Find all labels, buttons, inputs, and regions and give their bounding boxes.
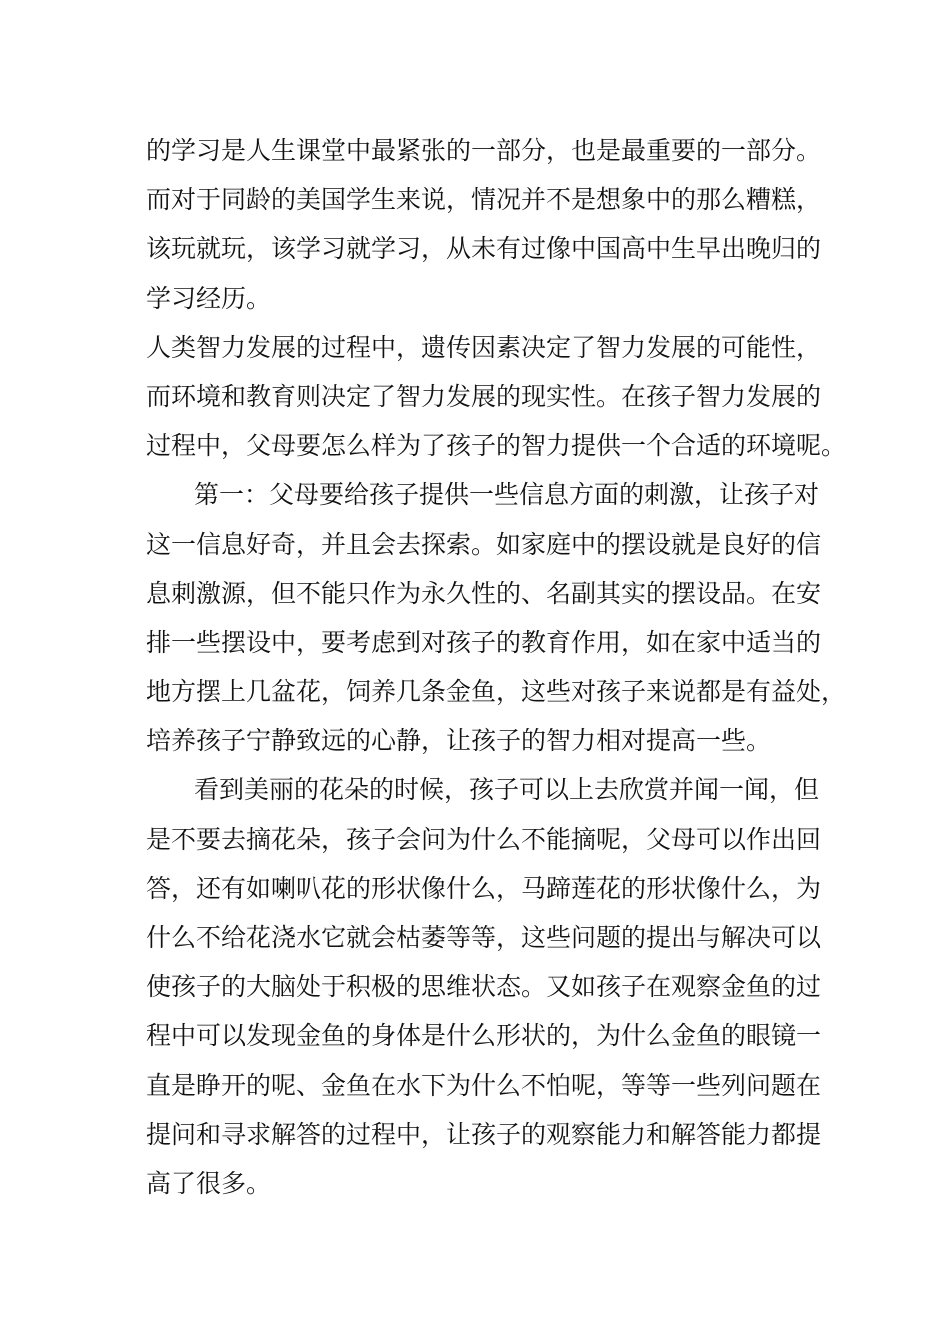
text-line: 学习经历。 — [146, 283, 272, 313]
text-line: 这一信息好奇，并且会去探索。如家庭中的摆设就是良好的信 — [146, 529, 822, 559]
text-line: 培养孩子宁静致远的心静，让孩子的智力相对提高一些。 — [146, 726, 772, 756]
text-line: 什么不给花浇水它就会枯萎等等，这些问题的提出与解决可以 — [146, 923, 822, 952]
text-line: 地方摆上几盆花，饲养几条金鱼，这些对孩子来说都是有益处， — [146, 677, 847, 707]
text-line: 提问和寻求解答的过程中，让孩子的观察能力和解答能力都提 — [146, 1119, 822, 1149]
text-line: 排一些摆设中，要考虑到对孩子的教育作用，如在家中适当的 — [146, 627, 822, 657]
text-line: 人类智力发展的过程中，遗传因素决定了智力发展的可能性， — [146, 332, 822, 362]
text-line: 的学习是人生课堂中最紧张的一部分，也是最重要的一部分。 — [146, 136, 822, 165]
text-line: 答，还有如喇叭花的形状像什么，马蹄莲花的形状像什么，为 — [146, 873, 822, 903]
text-line: 是不要去摘花朵，孩子会问为什么不能摘呢，父母可以作出回 — [146, 824, 822, 854]
text-line: 该玩就玩，该学习就学习，从未有过像中国高中生早出晚归的 — [146, 234, 822, 264]
text-line: 直是睁开的呢、金鱼在水下为什么不怕呢，等等一些列问题在 — [146, 1070, 822, 1100]
text-line: 过程中，父母要怎么样为了孩子的智力提供一个合适的环境呢。 — [146, 431, 847, 461]
text-line: 第一：父母要给孩子提供一些信息方面的刺激，让孩子对 — [194, 480, 820, 510]
body-text — [146, 126, 847, 1208]
text-line: 使孩子的大脑处于积极的思维状态。又如孩子在观察金鱼的过 — [146, 972, 822, 1002]
text-line: 高了很多。 — [146, 1168, 272, 1198]
text-line: 程中可以发现金鱼的身体是什么形状的，为什么金鱼的眼镜一 — [146, 1021, 822, 1051]
text-line: 看到美丽的花朵的时候，孩子可以上去欣赏并闻一闻，但 — [194, 775, 820, 805]
text-line: 而环境和教育则决定了智力发展的现实性。在孩子智力发展的 — [146, 381, 822, 411]
text-line: 而对于同龄的美国学生来说，情况并不是想象中的那么糟糕， — [146, 185, 822, 215]
text-line: 息刺激源，但不能只作为永久性的、名副其实的摆设品。在安 — [146, 578, 822, 608]
